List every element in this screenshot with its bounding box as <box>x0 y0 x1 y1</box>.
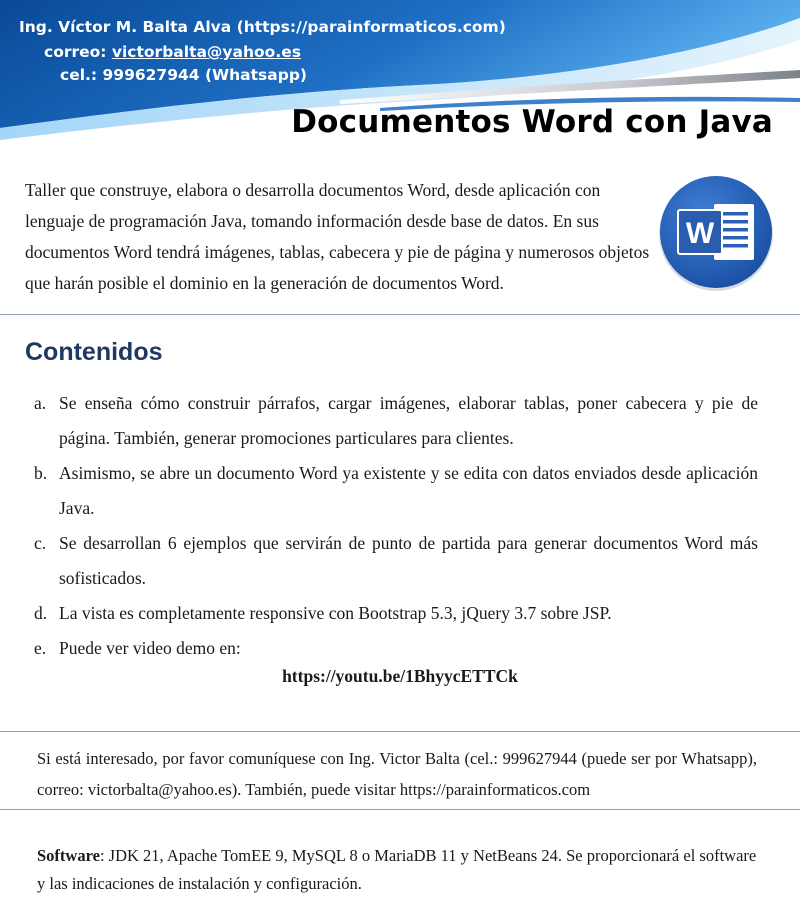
phone-line: cel.: 999627944 (Whatsapp) <box>60 66 308 84</box>
email-link[interactable]: victorbalta@yahoo.es <box>111 43 301 61</box>
list-item <box>34 526 758 596</box>
intro-paragraph: Taller que construye, elabora o desarrolla documentos Word, desde aplicación con lenguaje de programación Java, tomando información desde base de datos. En sus documentos Word tendrá imágenes, tablas, cabecera y pie de página y numerosos objetos que harán posible el dominio en la generación de documentos Word. <box>25 180 650 293</box>
list-item-text: Asimismo, se abre un documento Word ya existente y se edita con datos enviados desde aplicación Java. <box>59 463 758 518</box>
list-item-text: Se desarrollan 6 ejemplos que servirán de punto de partida para generar documentos Word más sofisticados. <box>59 533 758 588</box>
software-label: Software <box>37 846 100 865</box>
contents-list <box>34 386 758 666</box>
list-marker: c. <box>34 533 47 553</box>
demo-video-link[interactable]: https://youtu.be/1BhyycETTCk <box>282 666 518 686</box>
software-paragraph <box>37 842 757 898</box>
list-item <box>34 456 758 526</box>
software-text: : JDK 21, Apache TomEE 9, MySQL 8 o MariaDB 11 y NetBeans 24. Se proporcionará el software y las indicaciones de instalación y configuración. <box>37 846 757 893</box>
list-marker: e. <box>34 638 47 658</box>
author-line: Ing. Víctor M. Balta Alva (https://parainformaticos.com) <box>19 18 506 36</box>
contents-heading: Contenidos <box>25 338 163 366</box>
microsoft-word-icon <box>656 172 776 292</box>
section-divider <box>0 731 800 732</box>
list-item-text: Puede ver video demo en: <box>59 638 241 658</box>
document-title: Documentos Word con Java <box>291 104 773 140</box>
list-item-text: La vista es completamente responsive con Bootstrap 5.3, jQuery 3.7 sobre JSP. <box>59 603 612 623</box>
email-label: correo: <box>44 43 107 61</box>
list-item <box>34 386 758 456</box>
list-marker: a. <box>34 393 47 413</box>
list-marker: b. <box>34 463 48 483</box>
section-divider <box>0 314 800 315</box>
list-item <box>34 631 758 666</box>
list-marker: d. <box>34 603 48 623</box>
list-item <box>34 596 758 631</box>
contact-paragraph: Si está interesado, por favor comuníquese con Ing. Victor Balta (cel.: 999627944 (puede ser por Whatsapp), correo: victorbalta@yahoo.es). También, puede visitar https://parainformaticos.com <box>37 749 757 799</box>
section-divider <box>0 809 800 810</box>
list-item-text: Se enseña cómo construir párrafos, cargar imágenes, elaborar tablas, poner cabecera y pie de página. También, generar promociones particulares para clientes. <box>59 393 758 448</box>
email-line <box>44 40 301 65</box>
word-logo-letter: W <box>685 217 715 250</box>
